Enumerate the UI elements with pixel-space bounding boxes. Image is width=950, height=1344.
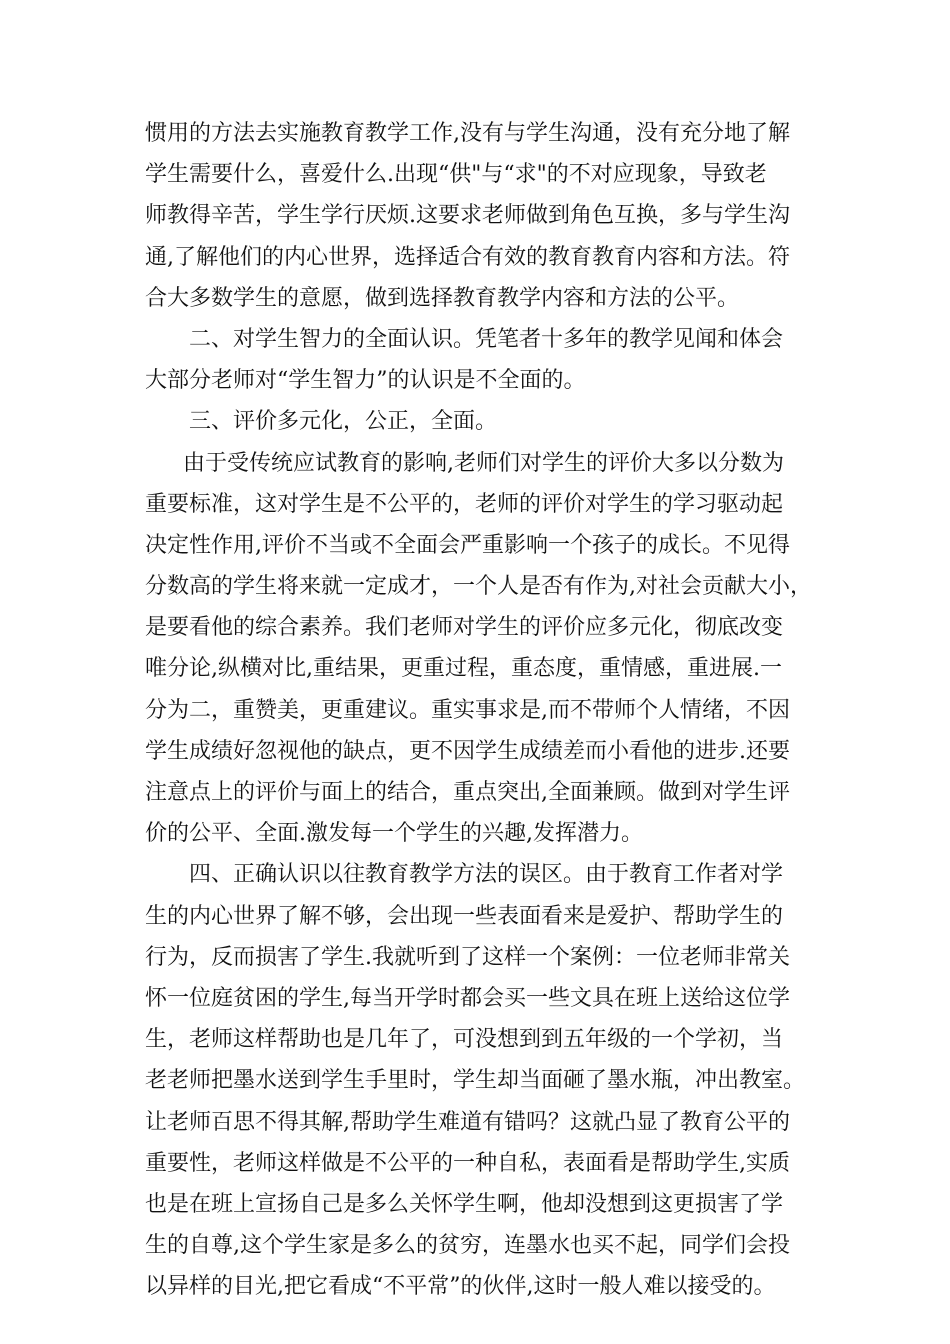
text-line: 老老师把墨水送到学生手里时，学生却当面砸了墨水瓶，冲出教室。 [145, 1068, 806, 1094]
text-line: 也是在班上宣扬自己是多么关怀学生啊，他却没想到这更损害了学 [145, 1191, 784, 1217]
text-line: 价的公平、全面.激发每一个学生的兴趣,发挥潜力。 [145, 821, 643, 847]
text-line: 生的自尊,这个学生家是多么的贫穷，连墨水也买不起，同学们会投 [145, 1233, 790, 1259]
text-line: 生，老师这样帮助也是几年了，可没想到到五年级的一个学初，当 [145, 1027, 784, 1053]
text-line: 行为，反而损害了学生.我就听到了这样一个案例：一位老师非常关 [145, 944, 790, 970]
paragraph-start-line: 由于受传统应试教育的影响,老师们对学生的评价大多以分数为 [183, 450, 784, 476]
text-line: 重要性，老师这样做是不公平的一种自私，表面看是帮助学生,实质 [145, 1150, 790, 1176]
text-line: 让老师百思不得其解,帮助学生难道有错吗？这就凸显了教育公平的 [145, 1109, 790, 1135]
text-line: 师教得辛苦，学生学行厌烦.这要求老师做到角色互换，多与学生沟 [145, 203, 790, 229]
section-heading-line: 四、正确认识以往教育教学方法的误区。由于教育工作者对学 [189, 862, 784, 888]
text-line: 合大多数学生的意愿，做到选择教育教学内容和方法的公平。 [145, 285, 740, 311]
text-line: 分为二，重赞美，更重建议。重实事求是,而不带师个人情绪，不因 [145, 697, 790, 723]
text-line: 怀一位庭贫困的学生,每当开学时都会买一些文具在班上送给这位学 [145, 985, 790, 1011]
text-line: 是要看他的综合素养。我们老师对学生的评价应多元化，彻底改变 [145, 615, 784, 641]
text-line: 以异样的目光,把它看成“不平常”的伙伴,这时一般人难以接受的。 [145, 1274, 776, 1300]
document-body [145, 113, 815, 1307]
text-line: 唯分论,纵横对比,重结果，更重过程，重态度，重情感，重进展.一 [145, 656, 782, 682]
text-line: 通,了解他们的内心世界，选择适合有效的教育教育内容和方法。符 [145, 244, 790, 270]
section-heading-line: 二、对学生智力的全面认识。凭笔者十多年的教学见闻和体会 [189, 326, 784, 352]
text-line: 生的内心世界了解不够，会出现一些表面看来是爱护、帮助学生的 [145, 903, 784, 929]
text-line: 学生成绩好忽视他的缺点，更不因学生成绩差而小看他的进步.还要 [145, 738, 790, 764]
section-heading-line: 三、评价多元化，公正，全面。 [189, 409, 498, 435]
text-line: 决定性作用,评价不当或不全面会严重影响一个孩子的成长。不见得 [145, 532, 790, 558]
text-line: 注意点上的评价与面上的结合，重点突出,全面兼顾。做到对学生评 [145, 780, 790, 805]
text-line: 重要标准，这对学生是不公平的，老师的评价对学生的学习驱动起 [145, 491, 784, 517]
text-line: 分数高的学生将来就一定成才，一个人是否有作为,对社会贡献大小， [145, 574, 812, 600]
text-line: 大部分老师对“学生智力”的认识是不全面的。 [145, 368, 586, 394]
text-line: 惯用的方法去实施教育教学工作,没有与学生沟通，没有充分地了解 [145, 121, 790, 146]
text-line: 学生需要什么，喜爱什么.出现“供"与“求"的不对应现象，导致老 [145, 162, 767, 188]
